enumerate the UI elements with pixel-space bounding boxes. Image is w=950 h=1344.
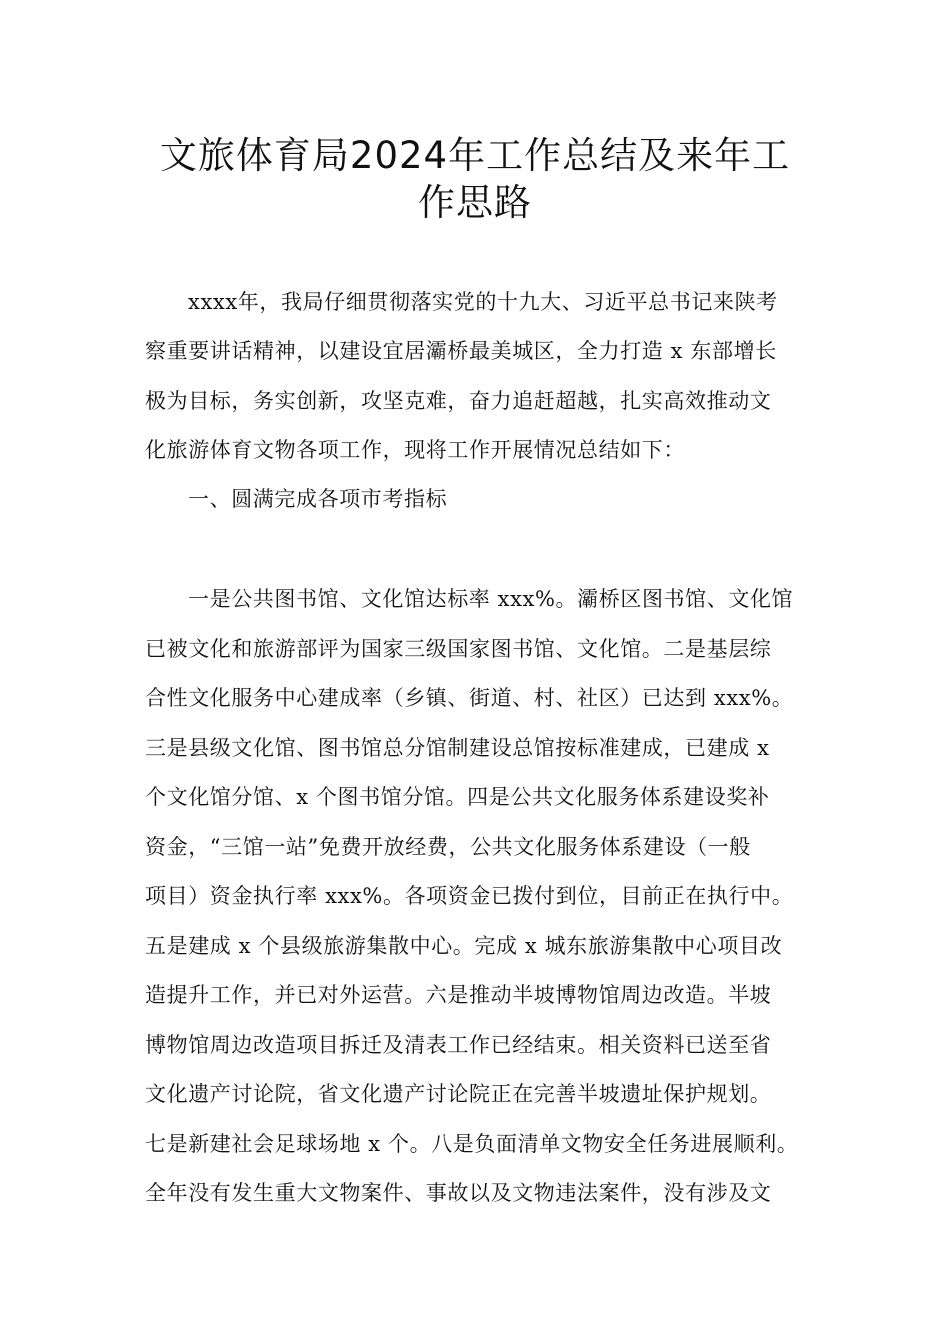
intro-paragraph-line-1: xxxx年，我局仔细贯彻落实党的十九大、习近平总书记来陕考 bbox=[188, 290, 778, 314]
intro-paragraph-line-4: 化旅游体育文物各项工作，现将工作开展情况总结如下： bbox=[145, 438, 685, 462]
body-paragraph-line-3: 合性文化服务中心建成率（乡镇、街道、村、社区）已达到 xxx%。 bbox=[145, 686, 794, 710]
intro-paragraph-line-2: 察重要讲话精神，以建设宜居灞桥最美城区，全力打造 x 东部增长 bbox=[145, 339, 777, 363]
body-paragraph-line-4: 三是县级文化馆、图书馆总分馆制建设总馆按标准建成，已建成 x bbox=[145, 736, 770, 760]
body-paragraph-line-8: 五是建成 x 个县级旅游集散中心。完成 x 城东旅游集散中心项目改 bbox=[145, 934, 783, 958]
section-heading-1: 一、圆满完成各项市考指标 bbox=[188, 487, 448, 511]
document-title-line-1: 文旅体育局2024年工作总结及来年工 bbox=[159, 134, 791, 177]
body-paragraph-line-1: 一是公共图书馆、文化馆达标率 xxx%。灞桥区图书馆、文化馆 bbox=[188, 587, 794, 611]
body-paragraph-line-12: 七是新建社会足球场地 x 个。八是负面清单文物安全任务进展顺利。 bbox=[145, 1132, 799, 1156]
document-title-line-2: 作思路 bbox=[418, 181, 532, 224]
body-paragraph-line-13: 全年没有发生重大文物案件、事故以及文物违法案件，没有涉及文 bbox=[145, 1181, 772, 1205]
body-paragraph-line-7: 项目）资金执行率 xxx%。各项资金已拨付到位，目前正在执行中。 bbox=[145, 884, 794, 908]
intro-paragraph-line-3: 极为目标，务实创新，攻坚克难，奋力追赶超越，扎实高效推动文 bbox=[145, 389, 772, 413]
body-paragraph-line-5: 个文化馆分馆、x 个图书馆分馆。四是公共文化服务体系建设奖补 bbox=[145, 785, 770, 809]
body-paragraph-line-10: 博物馆周边改造项目拆迁及清表工作已经结束。相关资料已送至省 bbox=[145, 1033, 772, 1057]
body-paragraph-line-2: 已被文化和旅游部评为国家三级国家图书馆、文化馆。二是基层综 bbox=[145, 637, 772, 661]
body-paragraph-line-6: 资金，“三馆一站”免费开放经费，公共文化服务体系建设（一般 bbox=[145, 835, 751, 859]
body-paragraph-line-11: 文化遗产讨论院，省文化遗产讨论院正在完善半坡遗址保护规划。 bbox=[145, 1082, 772, 1106]
body-paragraph-line-9: 造提升工作，并已对外运营。六是推动半坡博物馆周边改造。半坡 bbox=[145, 983, 772, 1007]
